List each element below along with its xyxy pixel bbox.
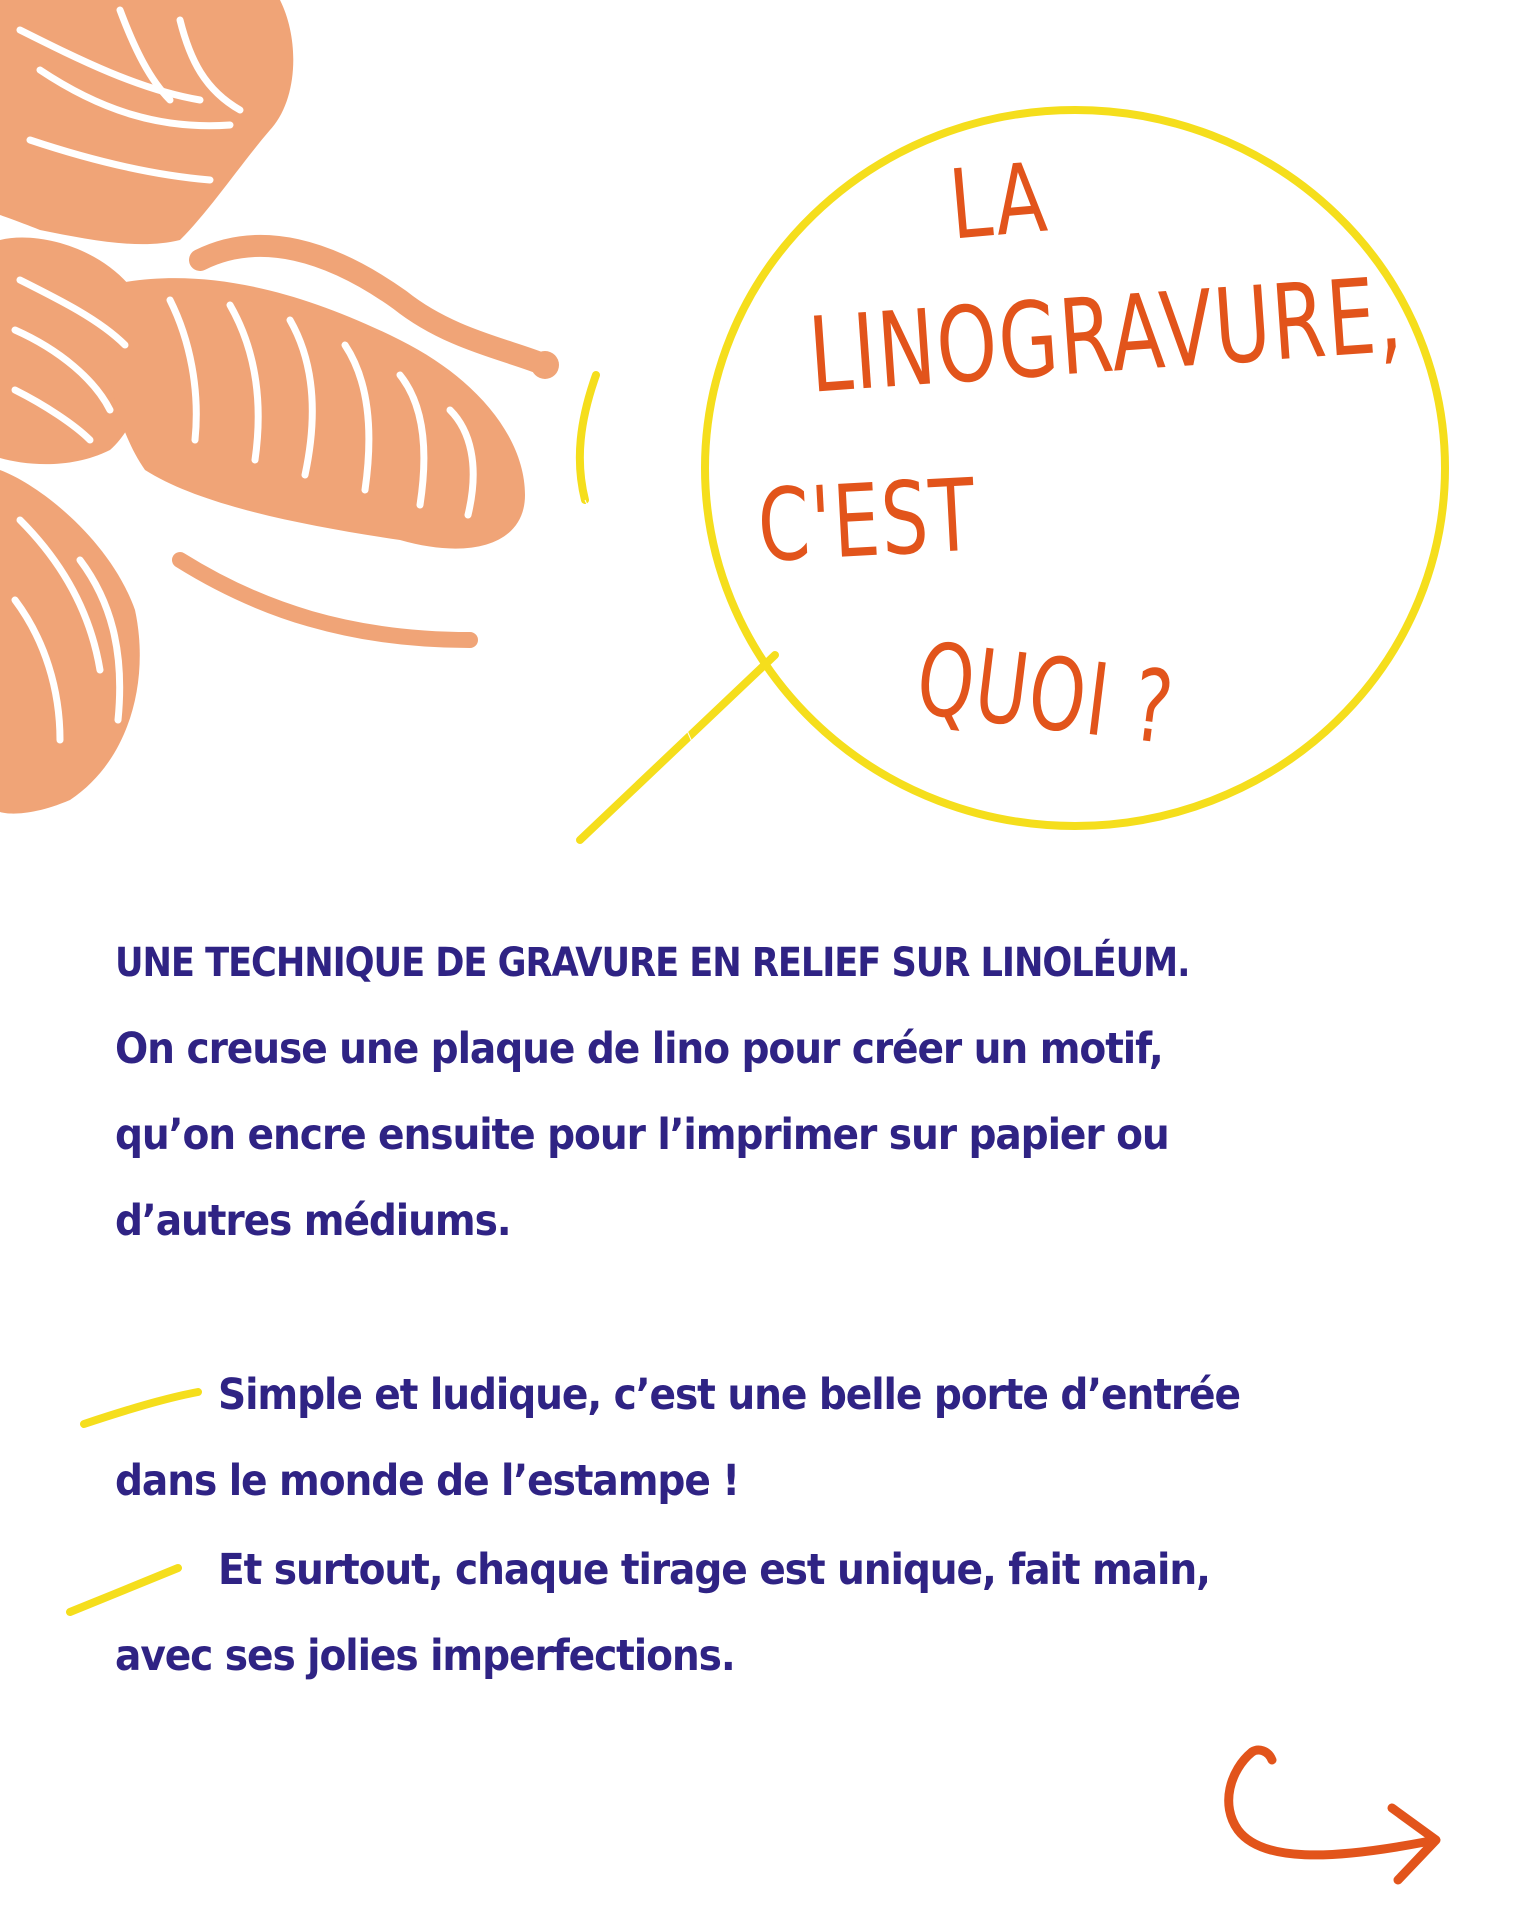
intro-line: qu’on encre ensuite pour l’imprimer sur papier ou bbox=[115, 1110, 1169, 1160]
point-2-line-1: Et surtout, chaque tirage est unique, fait main, bbox=[218, 1545, 1210, 1595]
title-line-3: C'EST bbox=[755, 456, 980, 585]
intro-line: d’autres médiums. bbox=[115, 1196, 511, 1246]
point-2-line-2: avec ses jolies imperfections. bbox=[115, 1631, 735, 1681]
point-1-line-2: dans le monde de l’estampe ! bbox=[115, 1456, 740, 1506]
title-line-4: QUOI ? bbox=[910, 620, 1181, 768]
intro-heading: UNE TECHNIQUE DE GRAVURE EN RELIEF SUR LINOLÉUM. bbox=[115, 940, 1190, 986]
point-1-line-1: Simple et ludique, c’est une belle porte d’entrée bbox=[218, 1370, 1240, 1420]
intro-line: On creuse une plaque de lino pour créer un motif, bbox=[115, 1024, 1163, 1074]
title-line-1: LA bbox=[945, 141, 1053, 262]
title-line-2: LINOGRAVURE, bbox=[805, 253, 1407, 417]
